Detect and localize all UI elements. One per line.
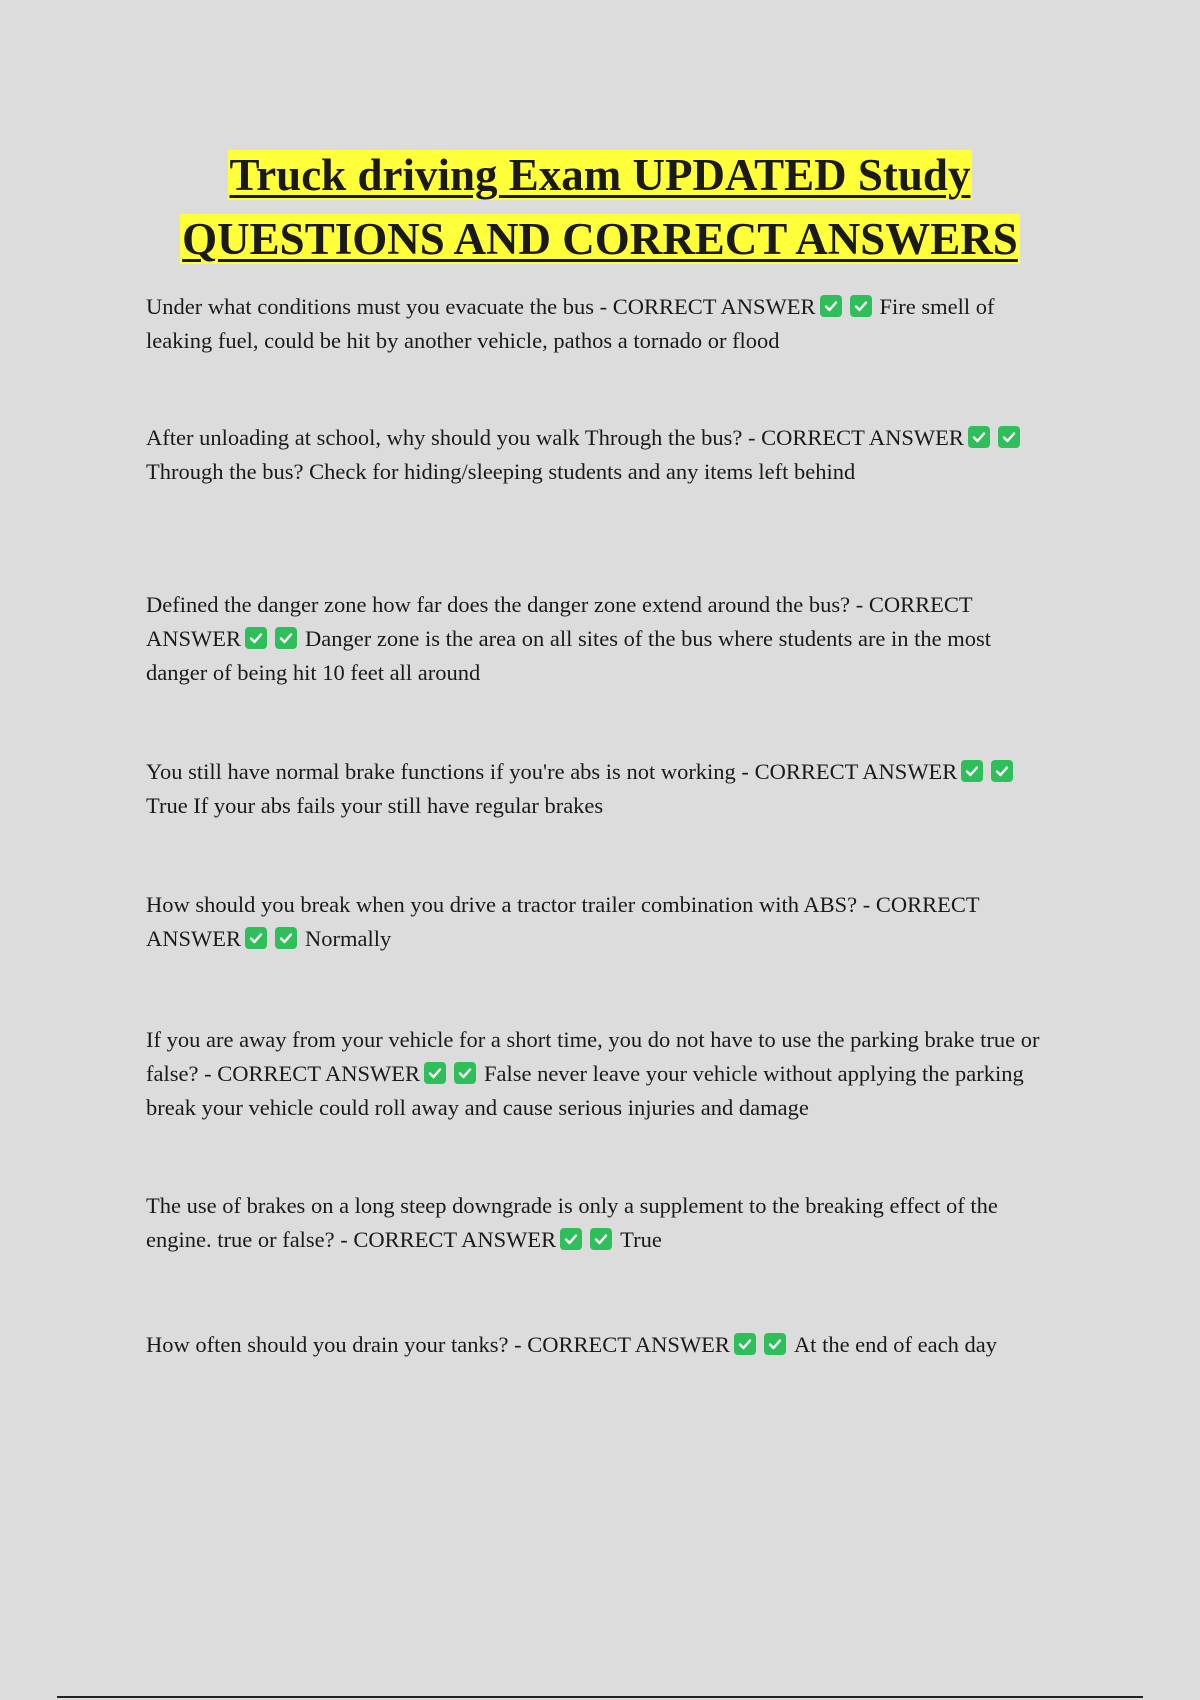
check-mark-icon	[275, 627, 297, 649]
question-text: Under what conditions must you evacuate the bus -	[146, 294, 613, 319]
qa-item-2	[146, 421, 1056, 489]
qa-item-6	[146, 1023, 1056, 1125]
answer-text: False never leave your vehicle without applying the parking break your vehicle could roll away and cause serious injuries and damage	[146, 1061, 1024, 1120]
check-mark-icon	[968, 426, 990, 448]
answer-text: True	[620, 1227, 662, 1252]
answer-text: Normally	[305, 926, 392, 951]
answer-marker: CORRECT ANSWER	[754, 759, 958, 784]
question-text: How often should you drain your tanks? -	[146, 1332, 528, 1357]
check-mark-icon	[764, 1333, 786, 1355]
answer-marker: CORRECT ANSWER	[146, 892, 980, 951]
check-mark-icon	[424, 1062, 446, 1084]
question-text: How should you break when you drive a tractor trailer combination with ABS? -	[146, 892, 876, 917]
answer-marker: CORRECT ANSWER	[612, 294, 816, 319]
qa-item-3	[146, 588, 1056, 690]
answer-text: At the end of each day	[793, 1332, 997, 1357]
answer-marker: CORRECT ANSWER	[527, 1332, 730, 1357]
answer-marker: CORRECT ANSWER	[146, 592, 973, 651]
qa-item-8	[146, 1328, 1056, 1362]
answer-marker: CORRECT ANSWER	[761, 425, 964, 450]
qa-item-4	[146, 755, 1056, 823]
answer-marker: CORRECT ANSWER	[353, 1227, 557, 1252]
question-text: Defined the danger zone how far does the danger zone extend around the bus? -	[146, 592, 869, 617]
check-mark-icon	[961, 760, 983, 782]
question-text: You still have normal brake functions if you're abs is not working -	[146, 759, 755, 784]
check-mark-icon	[850, 295, 872, 317]
answer-text: Fire smell of leaking fuel, could be hit by another vehicle, pathos a tornado or flood	[146, 294, 995, 353]
answer-text: Danger zone is the area on all sites of the bus where students are in the most danger of being hit 10 feet all around	[146, 626, 992, 685]
footer-divider	[57, 1696, 1143, 1698]
check-mark-icon	[560, 1228, 582, 1250]
answer-marker: CORRECT ANSWER	[217, 1061, 420, 1086]
question-text: After unloading at school, why should you walk Through the bus? -	[146, 425, 762, 450]
check-mark-icon	[245, 927, 267, 949]
check-mark-icon	[454, 1062, 476, 1084]
check-mark-icon	[734, 1333, 756, 1355]
check-mark-icon	[820, 295, 842, 317]
qa-item-7	[146, 1189, 1056, 1257]
check-mark-icon	[245, 627, 267, 649]
answer-text: True If your abs fails your still have regular brakes	[146, 793, 604, 818]
document-title	[100, 143, 1100, 271]
qa-item-5	[146, 888, 1056, 956]
check-mark-icon	[590, 1228, 612, 1250]
qa-item-1	[146, 290, 1056, 358]
check-mark-icon	[991, 760, 1013, 782]
check-mark-icon	[275, 927, 297, 949]
question-text: The use of brakes on a long steep downgrade is only a supplement to the breaking effect of the engine. true or false? -	[146, 1193, 998, 1252]
question-text: If you are away from your vehicle for a short time, you do not have to use the parking brake true or false? -	[146, 1027, 1040, 1086]
answer-text: Through the bus? Check for hiding/sleeping students and any items left behind	[146, 459, 856, 484]
title-line-1: Truck driving Exam UPDATED Study	[229, 150, 971, 200]
check-mark-icon	[998, 426, 1020, 448]
title-line-2: QUESTIONS AND CORRECT ANSWERS	[182, 214, 1018, 264]
